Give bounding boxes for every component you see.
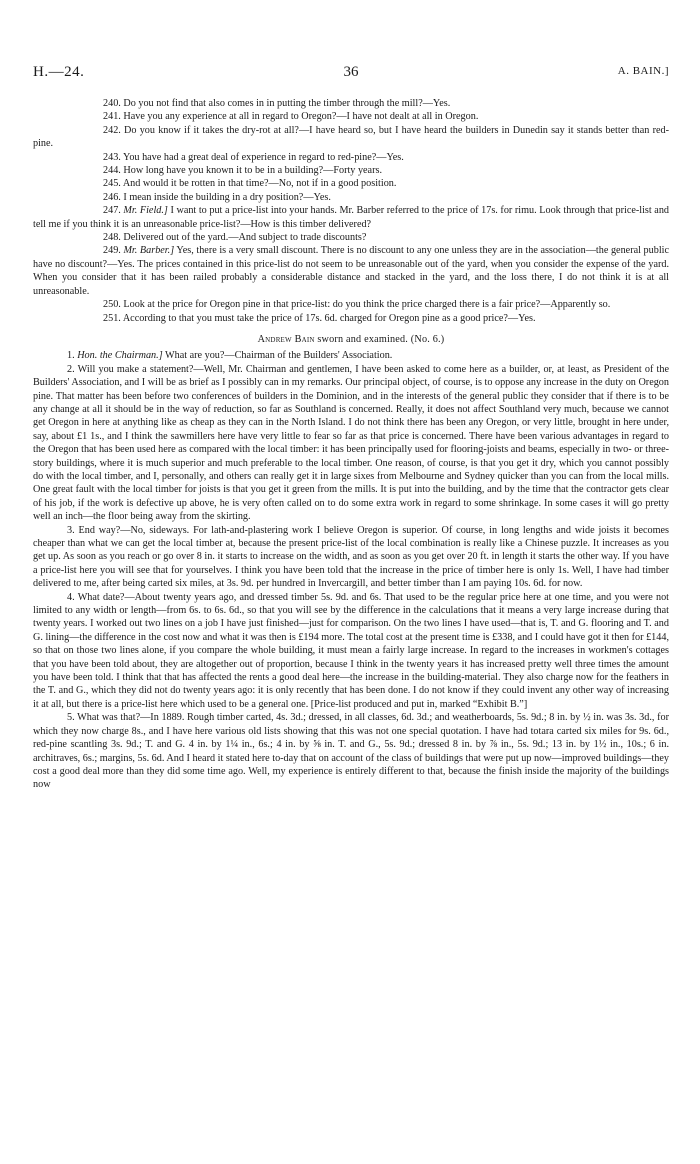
question-247: 247. Mr. Field.] I want to put a price-list into your hands. Mr. Barber referred to the price of 17s. for rimu. Look through that price-list and tell me if you think it is an unreasonable price-list?—How is this timber delivered? [33,205,670,230]
question-240: 240. Do you not find that also comes in in putting the timber through the mill?—Yes. [103,98,451,109]
question-248: 248. Delivered out of the yard.—And subject to trade discounts? [103,232,367,244]
paragraph-1: 1. Hon. the Chairman.] What are you?—Chairman of the Builders' Association. [67,350,393,362]
speaker: Mr. Barber.] [123,245,175,257]
witness-heading-rest: sworn and examined. (No. 6.) [317,333,445,345]
page-header [33,64,669,84]
testimony [33,349,669,791]
paragraph-3: 3. End way?—No, sideways. For lath-and-plastering work I believe Oregon is superior. Of course, in long lengths and wide joists it becomes cheaper than what we can get the local timber at, because the present price-list of the local combination is really like a Chinese puzzle. It increases as you get up. As soon as you reach or go over 8 in. it starts to increase on the width, and as soon as you get over 20 ft. in length it starts the other way. If you have a price-list here you will see that for yourselves. I think you have been told that the increase in the price of timber here is only 1s. Well, I have had timber delivered to me, after being carted six miles, at 3s. 9d. per hundred in Invercargill, and better timber than I am paying 10s. 6d. for now. [33,524,670,590]
paragraph-4: 4. What date?—About twenty years ago, and dressed timber 5s. 9d. and 6s. That used to be the regular price here at one time, and you were not limited to any width or length—from 6s. to 6s. 6d., so that you will see by the difference in the calculations that it means a very large increase during that twenty years. I worked out two lines on a job I have just finished—just for comparison. On the two lines I have used—that is, T. and G. flooring and T. and G. lining—the difference in the cost now and what it was then is £194 more. The total cost at the present time is £338, and I could have got it then for £144, so that on those two lines alone, if you compare the whole building, it must mean a fairly large increase. In regard to the increases in workmen's cottages that you have been told about, they are altogether out of proportion, because I think in the twenty years it has increased pretty well three times the amount you have been told. I think that that has affected the rents a good deal here—the increase in the building-material. They also charge now for the feathers in the T. and G., which they did not do twenty years ago: it is only recently that has been done. I do not know if they could invent any other way of increasing it at all, but there is a price-list here which used to be a general one. [Price-list produced and put in, marked “Exhibit B.”] [33,591,669,710]
paragraph-5: 5. What was that?—In 1889. Rough timber carted, 4s. 3d.; dressed, in all classes, 6d. 3d.; and weatherboards, 5s. 9d.; 8 in. by ½ in. was 3s. 3d., for which they now charge 8s., and I have here various old lists showing that this was not one special quotation. I have had totara carted six miles for 9s. 6d., red-pine scantling 3s. 9d.; T. and G. 4 in. by 1¼ in., 6s.; 4 in. by ⅝ in. T. and G., 5s. 9d.; dressed 8 in. by ⅞ in., 5s. 9d.; 13 in. by 1½ in., 10s.; 6 in. architraves, 6s.; margins, 5s. 6d. And I heard it stated here to-day that on account of the class of buildings that were put up now—improved buildings—they cost a good deal more than they did some time ago. Well, my experience is entirely different to that, because the finish inside the majority of the buildings now [33,712,669,791]
witness-name: Andrew Bain [257,333,315,345]
page-number: 36 [343,64,359,80]
witness-heading [33,333,669,346]
question-243: 243. You have had a great deal of experience in regard to red-pine?—Yes. [103,151,404,163]
question-241: 241. Have you any experience at all in regard to Oregon?—I have not dealt at all in Oregon. [103,111,479,123]
qa-block [33,97,669,325]
paper-reference: H.—24. [33,64,85,80]
question-242: 242. Do you know if it takes the dry-rot at all?—I have heard so, but I have heard the builders in Dunedin say it stands better than red-pine. [33,124,669,150]
question-245: 245. And would it be rotten in that time?—No, not if in a good position. [103,178,397,190]
paragraph-2: 2. Will you make a statement?—Well, Mr. Chairman and gentlemen, I have been asked to come here as a builder, or, at least, as President of the Builders' Association, and I will be as brief as I possibly can in my remarks. Our principal object, of course, is to oppose any increase in the duty on Oregon pine. That matter has been before two conferences of builders in the Dominion, and in the interests of the general public they consider that if there is to be any change at all it should be in the way of reduction, so far as Southland is concerned. Really, it does not affect Southland very much, because we cannot get Oregon in here at anything like as cheap as they can in the North Island. I do not think there has been any Oregon, or very little, brought in here under, say, about £1 1s., and I think the sawmillers here have very little to fear so far as that price is concerned. There have been various advantages in regard to the Oregon that has been used here as compared with the local timber: it has been principally used for flooring-joists and beams, especially in two- or three-story buildings, where it is much superior and much preferable to the local timber. One reason, of course, is that you get it dry, which you cannot possibly do with the local timber, and I, personally, and others can really get it in large sixes from Melbourne and Sydney quicker than you can from the local mills. One great fault with the local timber for joists is that you get it green from the mills. It is put into the building, and by the time that the contractor gets clear of his job, if the work is defective up above, he is very often called on to do some extra work in regard to some shrinkage. In some cases it will go pretty well an inch—the floor being away from the skirting. [33,363,669,523]
document-body [33,97,669,792]
question-249: 249. Mr. Barber.] Yes, there is a very small discount. There is no discount to any one unless they are in the association—the general public have no discount?—Yes. The prices contained in this price-list do not seem to be unreasonable out of the yard, when you consider the expense of the yard. When you consider that it has been railed probably a considerable distance and stacked in the yard, and the loss there, I do not think it is at all unreasonable. [33,245,670,297]
witness-reference: A. BAIN.] [617,65,669,77]
question-250: 250. Look at the price for Oregon pine in that price-list: do you think the price charged there is a fair price?—Apparently so. [103,299,611,311]
speaker: Mr. Field.] [123,205,168,217]
speaker: Hon. the Chairman.] [77,350,163,362]
question-246: 246. I mean inside the building in a dry position?—Yes. [103,191,331,203]
question-244: 244. How long have you known it to be in a building?—Forty years. [103,165,382,177]
question-251: 251. According to that you must take the price of 17s. 6d. charged for Oregon pine as a good price?—Yes. [103,312,536,324]
